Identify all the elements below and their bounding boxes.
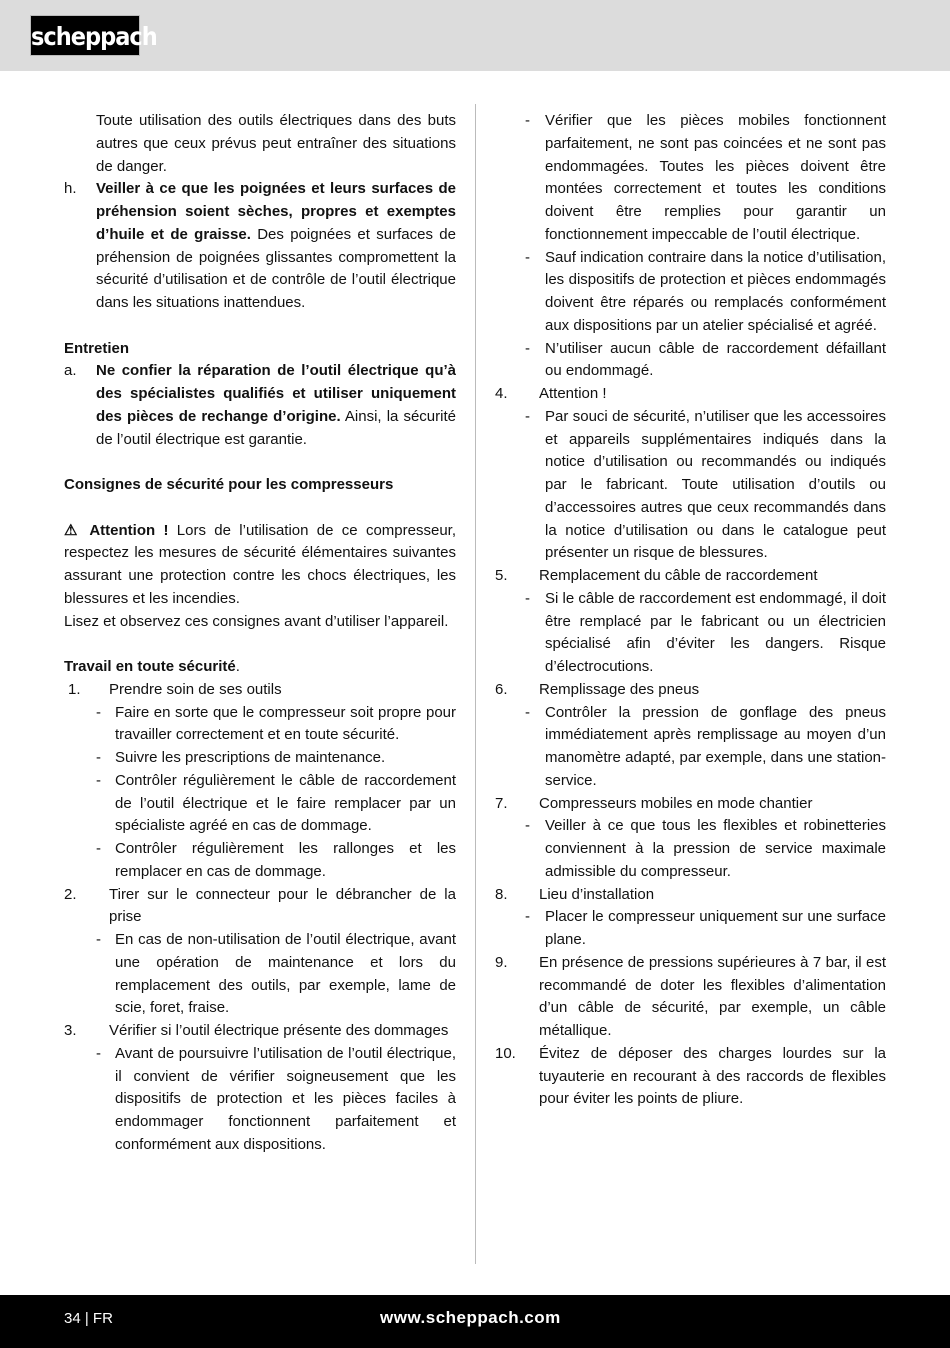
body-text: Contrôler régulièrement le câble de raccordement de l’outil électrique et le faire remplacer par un spécialiste agréé en cas de dommage.	[115, 771, 456, 835]
list-item	[495, 815, 886, 883]
list-marker: 5.	[495, 567, 508, 584]
body-text: Si le câble de raccordement est endommagé, il doit être remplacé par le fabricant ou un électricien spécialisé afin d’éviter les dangers. Risque d’électrocutions.	[545, 589, 887, 675]
list-item	[64, 770, 456, 838]
body-text: Remplacement du câble de raccordement	[539, 567, 818, 584]
list-item	[495, 110, 886, 247]
body-text: Vérifier si l’outil électrique présente des dommages	[109, 1022, 449, 1039]
body-text: Lieu d’installation	[539, 885, 655, 903]
list-item	[495, 884, 886, 907]
body-text: .	[235, 658, 240, 675]
list-item	[495, 565, 886, 588]
body-text: Contrôler régulièrement les rallonges et les remplacer en cas de dommage.	[115, 840, 456, 880]
list-item	[495, 338, 886, 384]
list-item	[495, 793, 886, 816]
body-text: Prendre soin de ses outils	[109, 680, 282, 698]
section-heading	[64, 338, 456, 361]
left-column	[64, 110, 456, 1157]
bold-text: Consignes de sécurité pour les compresseurs	[64, 476, 394, 493]
body-text: Faire en sorte que le compresseur soit propre pour travailler correctement et en toute sécurité.	[115, 703, 456, 744]
list-item	[64, 838, 456, 884]
body-text: Veiller à ce que tous les flexibles et robinetteries conviennent à la pression de service maximale admissible du compresseur.	[545, 817, 886, 880]
list-item	[64, 702, 456, 748]
body-text: Des poignées et surfaces de préhension de poignées glissantes compromettent la sécurité d’utilisation et de contrôle de l’outil électrique dans les situations inattendues.	[96, 225, 456, 311]
list-marker: 10.	[495, 1044, 516, 1062]
body-text: Suivre les prescriptions de maintenance.	[115, 749, 386, 766]
list-item	[64, 884, 456, 930]
body-text: Évitez de déposer des charges lourdes sur la tuyauterie en recourant à des raccords de flexibles pour éviter les points de pliure.	[539, 1044, 886, 1108]
list-item	[64, 360, 456, 451]
body-text: En présence de pressions supérieures à 7 bar, il est recommandé de doter les flexibles d’alimentation d’un câble de sécurité, par exemple, un câble métallique.	[539, 953, 886, 1039]
list-marker: 7.	[495, 794, 508, 812]
list-item	[495, 702, 886, 793]
list-marker: 9.	[495, 953, 508, 971]
page-footer	[0, 1295, 950, 1348]
body-text: Contrôler la pression de gonflage des pneus immédiatement après remplissage au moyen d’un manomètre adapté, par exemple, dans une station-service.	[545, 703, 886, 789]
body-text: En cas de non-utilisation de l’outil électrique, avant une opération de maintenance et lors du remplacement des outils, par exemple, lame de scie, foret, fraise.	[115, 931, 456, 1017]
body-text: Avant de poursuivre l’utilisation de l’outil électrique, il convient de vérifier soigneusement que les dispositifs de protection et les pièces faciles à endommager fonctionnent parfaitement et conformément aux dispositions.	[115, 1044, 456, 1153]
spacer	[64, 633, 456, 656]
body-text: Vérifier que les pièces mobiles fonctionnent parfaitement, ne sont pas coincées et ne sont pas endommagées. Toutes les pièces doivent être montées correctement et toutes les conditions doivent être remplies pour garantir un fonctionnement impeccable de l’outil électrique.	[545, 112, 886, 243]
bold-text: Travail en toute sécurité	[64, 658, 236, 675]
list-marker: -	[525, 908, 530, 926]
bold-text: Ne confier la réparation de l’outil électrique qu’à des spécialistes qualifiés et utiliser uniquement des pièces de rechange d’origine.	[96, 362, 456, 425]
body-text: Ainsi, la sécurité de l’outil électrique est garantie.	[96, 407, 456, 448]
paragraph	[64, 611, 456, 634]
list-marker: -	[96, 703, 101, 721]
list-item	[495, 406, 886, 565]
page-header	[0, 0, 950, 71]
scheppach-logo: scheppach	[30, 15, 140, 56]
list-marker: -	[96, 840, 101, 857]
body-text: Tirer sur le connecteur pour le débrancher de la prise	[109, 885, 456, 926]
body-text: Placer le compresseur uniquement sur une surface plane.	[545, 908, 886, 948]
website-link[interactable]: www.scheppach.com	[380, 1308, 561, 1327]
body-text: N’utiliser aucun câble de raccordement défaillant ou endommagé.	[545, 339, 886, 380]
page-number: 34 | FR	[64, 1310, 113, 1327]
list-marker: -	[525, 112, 530, 129]
body-text: Attention !	[539, 385, 607, 402]
list-marker: -	[96, 749, 101, 766]
list-marker: -	[525, 817, 530, 835]
list-item	[64, 679, 456, 702]
list-marker: 1.	[68, 680, 81, 698]
list-item	[495, 588, 886, 679]
body-text: Lisez et observez ces consignes avant d’utiliser l’appareil.	[64, 612, 449, 630]
list-marker: -	[525, 339, 530, 357]
list-marker: 6.	[495, 680, 508, 698]
spacer	[64, 315, 456, 338]
body-text: Compresseurs mobiles en mode chantier	[539, 794, 813, 812]
list-marker: a.	[64, 362, 77, 380]
list-marker: -	[96, 931, 101, 948]
list-item	[64, 1043, 456, 1157]
paragraph	[64, 656, 456, 679]
section-heading	[64, 474, 456, 497]
list-item	[64, 1020, 456, 1043]
list-marker: -	[525, 589, 530, 607]
column-divider	[475, 104, 476, 1264]
list-marker: 3.	[64, 1022, 77, 1039]
list-item	[495, 1043, 886, 1111]
list-item	[495, 952, 886, 1043]
list-marker: 8.	[495, 885, 508, 903]
body-text: Sauf indication contraire dans la notice d’utilisation, les dispositifs de protection et pièces endommagés doivent être réparés ou remplacés conformément aux dispositions par un atelier spécialisé et agréé.	[545, 248, 886, 334]
list-item	[495, 383, 886, 406]
bold-text: Entretien	[64, 339, 130, 357]
body-text: Par souci de sécurité, n’utiliser que les accessoires et appareils supplémentaires indiqués dans la notice d’utilisation ou recommandés ou indiqués par le fabricant. Toute utilisation d’outils ou d’accessoires autres que ceux recommandés dans la notice d’utilisation ou dans le catalogue peut présenter un risque de blessures.	[545, 407, 886, 562]
list-item	[64, 178, 456, 315]
list-marker: -	[525, 703, 530, 721]
list-item	[495, 247, 886, 338]
list-marker: 4.	[495, 385, 508, 402]
spacer	[64, 451, 456, 474]
bold-text: ⚠ Attention !	[64, 521, 169, 539]
list-marker: -	[525, 248, 530, 266]
right-column	[495, 110, 886, 1111]
bold-text: Veiller à ce que les poignées et leurs surfaces de préhension soient sèches, propres et exemptes d’huile et de graisse.	[96, 180, 456, 243]
list-marker: -	[96, 1044, 101, 1062]
paragraph	[64, 110, 456, 178]
spacer	[64, 497, 456, 520]
list-item	[495, 679, 886, 702]
body-text: Toute utilisation des outils électriques dans des buts autres que ceux prévus peut entraîner des situations de danger.	[96, 112, 456, 175]
list-item	[495, 906, 886, 952]
list-marker: -	[525, 407, 530, 425]
body-text: Remplissage des pneus	[539, 680, 700, 698]
list-marker: -	[96, 771, 101, 789]
body-text: Lors de l’utilisation de ce compresseur, respectez les mesures de sécurité élémentaires suivantes assurant une protection contre les chocs électriques, les blessures et les incendies.	[64, 521, 456, 607]
list-item	[64, 929, 456, 1020]
list-item	[64, 747, 456, 770]
list-marker: h.	[64, 180, 77, 198]
paragraph	[64, 520, 456, 611]
list-marker: 2.	[64, 885, 77, 903]
